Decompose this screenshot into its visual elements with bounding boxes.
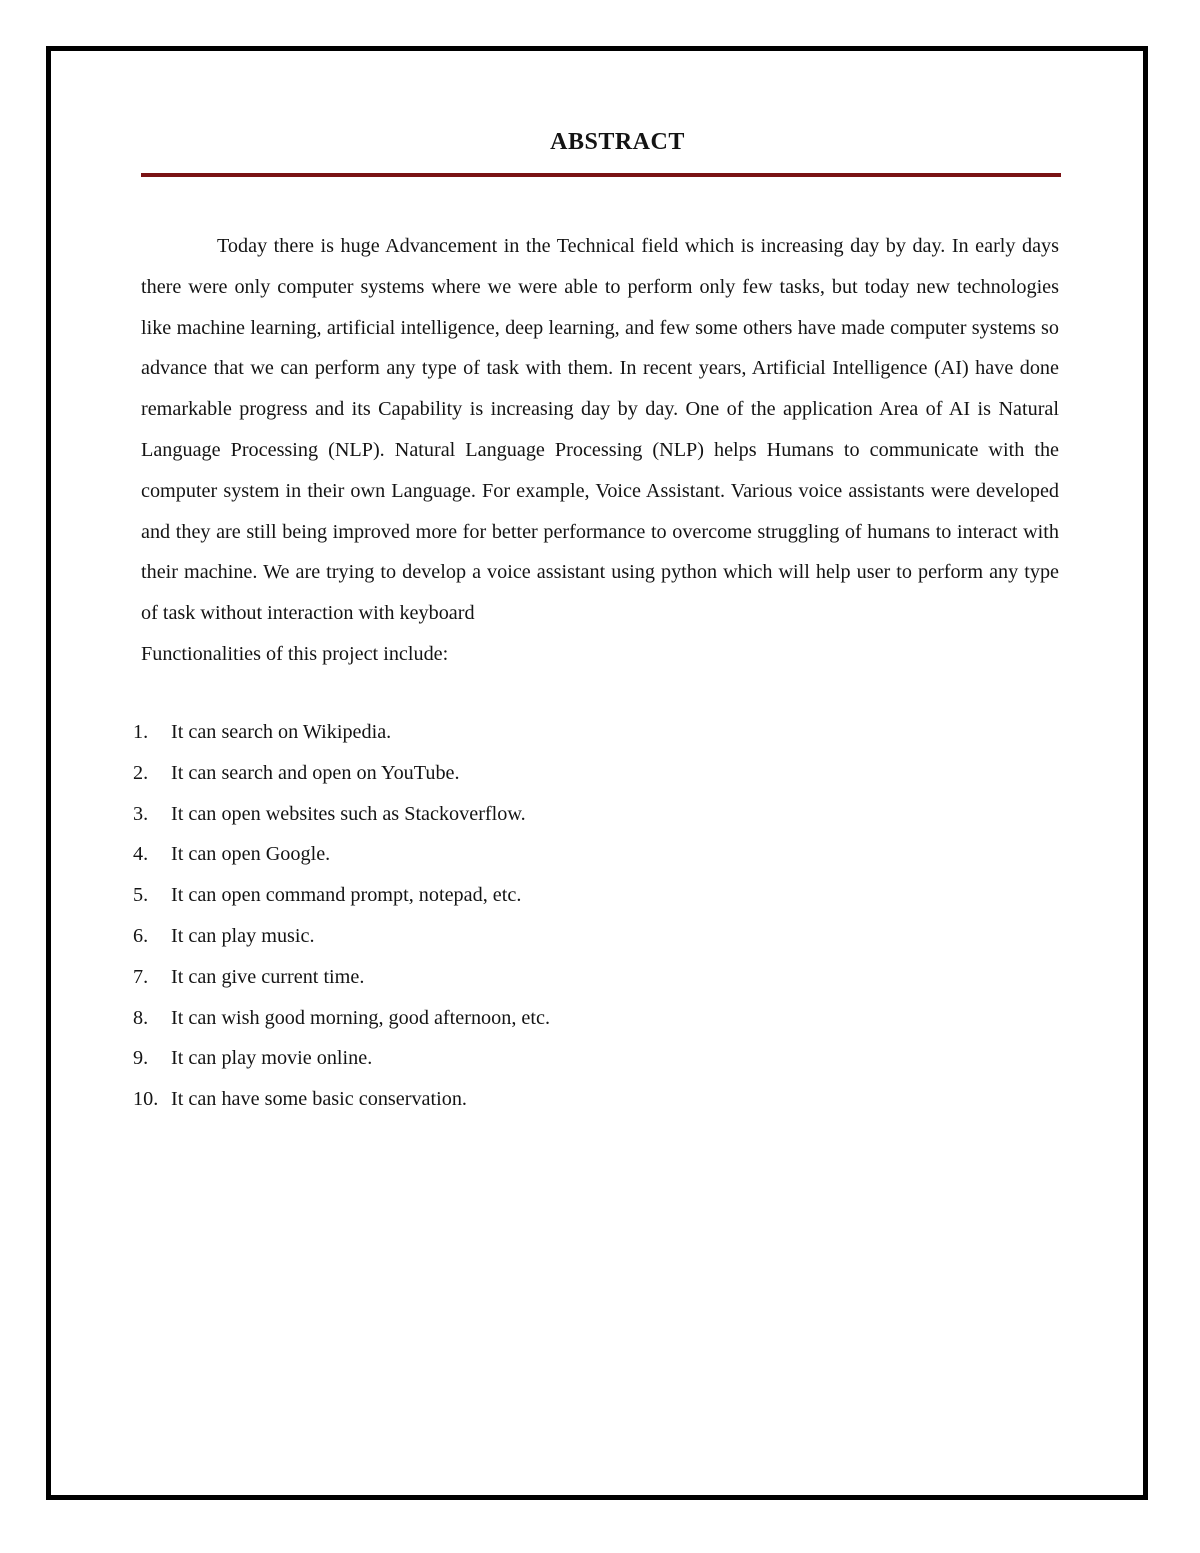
list-item-number: 1.	[133, 721, 149, 743]
list-item-number: 10.	[133, 1088, 159, 1111]
list-item	[133, 834, 1033, 875]
page-title: ABSTRACT	[550, 129, 685, 155]
list-item-number: 9.	[133, 1047, 149, 1070]
list-item-text: It can open command prompt, notepad, etc.	[171, 884, 522, 907]
list-item-number: 6.	[133, 924, 149, 947]
list-item	[133, 998, 1033, 1039]
list-item-text: It can play movie online.	[171, 1047, 373, 1070]
functionalities-list	[133, 712, 1033, 1120]
abstract-paragraph: Today there is huge Advancement in the Technical field which is increasing day by day. In early days there were only computer systems where we were able to perform only few tasks, but today new technologies like machine learning, artificial intelligence, deep learning, and few some others have made computer systems so advance that we can perform any type of task with them. In recent years, Artificial Intelligence (AI) have done remarkable progress and its Capability is increasing day by day. One of the application Area of AI is Natural Language Processing (NLP). Natural Language Processing (NLP) helps Humans to communicate with the computer system in their own Language. For example, Voice Assistant. Various voice assistants were developed and they are still being improved more for better performance to overcome struggling of humans to interact with their machine. We are trying to develop a voice assistant using python which will help user to perform any type of task without interaction with keyboard	[141, 235, 1059, 625]
list-item	[133, 794, 1033, 835]
list-item-number: 8.	[133, 1006, 149, 1029]
list-item-text: It can open Google.	[171, 843, 331, 866]
list-item-number: 5.	[133, 884, 149, 907]
list-item	[133, 753, 1033, 794]
list-item	[133, 1038, 1033, 1079]
list-item-number: 7.	[133, 965, 149, 988]
list-item-text: It can open websites such as Stackoverflow.	[171, 802, 526, 825]
list-item-text: It can search on Wikipedia.	[171, 721, 392, 743]
list-item-number: 3.	[133, 802, 149, 825]
abstract-body	[141, 226, 1059, 675]
list-item-number: 4.	[133, 843, 149, 866]
list-item-text: It can search and open on YouTube.	[171, 761, 460, 784]
list-item-text: It can give current time.	[171, 965, 365, 988]
list-item-text: It can have some basic conservation.	[171, 1088, 467, 1111]
list-item	[133, 875, 1033, 916]
list-item-number: 2.	[133, 761, 149, 784]
list-item-text: It can wish good morning, good afternoon, etc.	[171, 1006, 550, 1029]
list-item	[133, 712, 1033, 753]
list-item-text: It can play music.	[171, 924, 315, 947]
functionalities-intro: Functionalities of this project include:	[141, 642, 449, 665]
list-item	[133, 1079, 1033, 1120]
title-underline-rule	[141, 173, 1061, 177]
list-item	[133, 916, 1033, 957]
list-item	[133, 957, 1033, 998]
